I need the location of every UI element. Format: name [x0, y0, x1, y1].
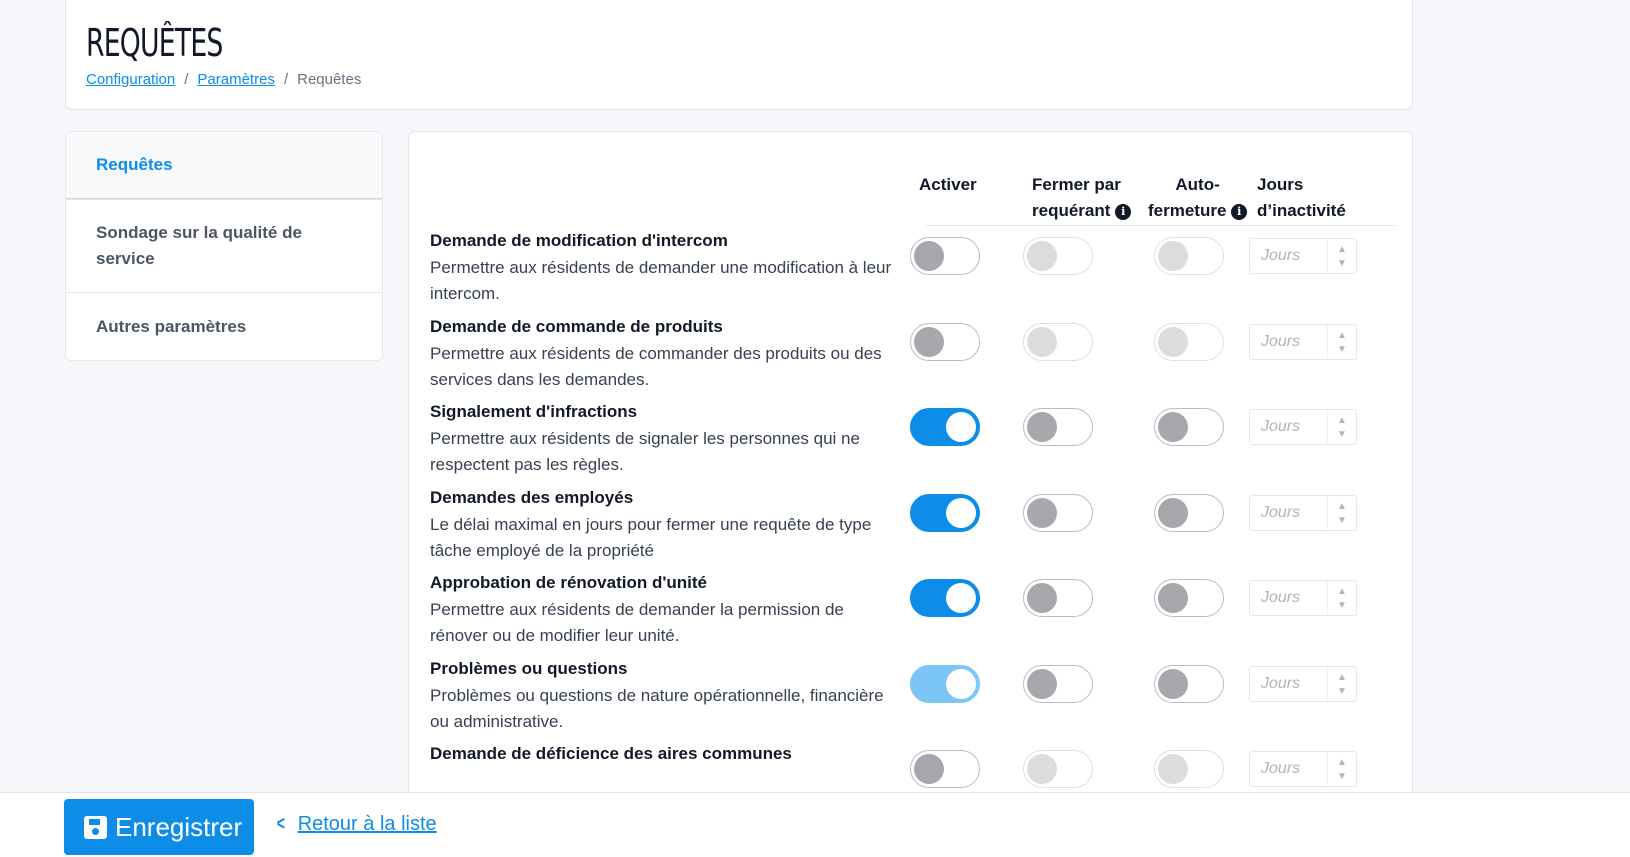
sidebar-item-autres-parametres[interactable]: Autres paramètres: [66, 292, 382, 360]
auto-close-toggle: [1154, 750, 1224, 788]
activate-toggle[interactable]: [910, 665, 980, 703]
toggle-knob: [946, 669, 976, 699]
inactivity-days-placeholder: Jours: [1261, 674, 1301, 692]
save-icon: [84, 816, 107, 839]
inactivity-days-input[interactable]: [1249, 324, 1357, 360]
inactivity-days-placeholder: Jours: [1261, 589, 1301, 606]
toggle-knob: [1027, 583, 1057, 613]
breadcrumb-separator: /: [283, 71, 289, 88]
spinner-arrows-icon[interactable]: ▲ ▼: [1337, 244, 1347, 269]
request-type-title: Approbation de rénovation d'unité: [430, 573, 707, 592]
chevron-left-icon: <: [276, 813, 285, 835]
activate-toggle[interactable]: [910, 750, 980, 788]
close-by-requester-toggle[interactable]: [1023, 494, 1093, 532]
toggle-knob: [1158, 669, 1188, 699]
toggle-knob: [1158, 498, 1188, 528]
request-type-row: [409, 657, 1413, 746]
request-type-description: Permettre aux résidents de signaler les personnes qui ne respectent pas les règles.: [430, 429, 860, 474]
toggle-knob: [1027, 498, 1057, 528]
toggle-knob: [1027, 241, 1057, 271]
page-title: REQUÊTES: [86, 21, 223, 65]
toggle-knob: [1158, 241, 1188, 271]
request-type-title: Demandes des employés: [430, 487, 634, 507]
request-type-title: Problèmes ou questions: [430, 658, 628, 678]
back-to-list-link[interactable]: [275, 813, 437, 836]
input-divider: [1327, 752, 1328, 786]
column-header-activate: Activer: [919, 175, 977, 194]
column-header-inactivity-line2: d’inactivité: [1257, 201, 1346, 220]
requests-settings-card: [408, 131, 1413, 811]
request-type-description: Permettre aux résidents de demander une modification à leur intercom.: [430, 258, 892, 303]
input-divider: [1327, 667, 1328, 701]
close-by-requester-toggle[interactable]: [1023, 665, 1093, 703]
inactivity-days-input[interactable]: [1249, 409, 1357, 445]
toggle-knob: [1027, 754, 1057, 784]
toggle-knob: [1158, 583, 1188, 613]
breadcrumb: [86, 71, 361, 88]
toggle-knob: [1027, 327, 1057, 357]
column-header-close-by-requester: [1032, 172, 1131, 224]
request-type-row: [409, 571, 1413, 660]
toggle-knob: [946, 498, 976, 528]
input-divider: [1327, 581, 1328, 615]
header-divider: [926, 225, 1396, 226]
auto-close-toggle: [1154, 237, 1224, 275]
toggle-knob: [1158, 754, 1188, 784]
auto-close-toggle: [1154, 323, 1224, 361]
input-divider: [1327, 496, 1328, 530]
breadcrumb-configuration[interactable]: Configuration: [86, 71, 176, 88]
request-type-row: [409, 400, 1413, 489]
inactivity-days-input[interactable]: [1249, 751, 1357, 787]
activate-toggle[interactable]: [910, 579, 980, 617]
input-divider: [1327, 410, 1328, 444]
inactivity-days-placeholder: Jours: [1261, 418, 1301, 435]
info-icon[interactable]: i: [1231, 204, 1247, 220]
request-type-title: Demande de commande de produits: [430, 316, 723, 336]
back-to-list-label: Retour à la liste: [297, 813, 437, 835]
request-type-title: Signalement d'infractions: [430, 402, 638, 421]
spinner-arrows-icon[interactable]: ▲ ▼: [1337, 757, 1347, 782]
spinner-arrows-icon[interactable]: ▲ ▼: [1337, 329, 1347, 355]
close-by-requester-toggle[interactable]: [1023, 579, 1093, 617]
inactivity-days-input[interactable]: [1249, 238, 1357, 274]
close-by-requester-toggle[interactable]: [1023, 408, 1093, 446]
toggle-knob: [914, 327, 944, 357]
toggle-knob: [946, 583, 976, 613]
spinner-arrows-icon[interactable]: ▲ ▼: [1337, 415, 1347, 440]
toggle-knob: [1158, 412, 1188, 442]
breadcrumb-current: Requêtes: [297, 71, 362, 88]
toggle-knob: [914, 754, 944, 784]
request-type-row: [409, 315, 1413, 404]
request-type-row: [409, 229, 1413, 318]
activate-toggle[interactable]: [910, 237, 980, 275]
column-header-auto-close-line2: fermeture: [1148, 201, 1227, 220]
settings-sidebar: [65, 131, 383, 361]
inactivity-days-placeholder: Jours: [1261, 247, 1301, 264]
column-header-auto-close: [1148, 172, 1247, 224]
close-by-requester-toggle: [1023, 237, 1093, 275]
close-by-requester-toggle: [1023, 750, 1093, 788]
request-type-title: Demande de déficience des aires communes: [430, 744, 792, 763]
toggle-knob: [1027, 412, 1057, 442]
activate-toggle[interactable]: [910, 494, 980, 532]
auto-close-toggle[interactable]: [1154, 579, 1224, 617]
column-header-auto-close-line1: Auto-: [1175, 175, 1220, 194]
request-type-description: Le délai maximal en jours pour fermer une requête de type tâche employé de la propriété: [430, 514, 872, 560]
inactivity-days-placeholder: Jours: [1261, 503, 1301, 521]
column-header-inactivity-line1: Jours: [1257, 175, 1304, 194]
sidebar-item-sondage[interactable]: Sondage sur la qualité de service: [66, 199, 382, 292]
request-type-title: Demande de modification d'intercom: [430, 231, 728, 250]
toggle-knob: [1158, 327, 1188, 357]
request-type-row: [409, 486, 1413, 575]
sidebar-item-requetes[interactable]: Requêtes: [66, 132, 382, 199]
request-type-description: Permettre aux résidents de commander des produits ou des services dans les demandes.: [430, 343, 882, 389]
activate-toggle[interactable]: [910, 323, 980, 361]
spinner-arrows-icon[interactable]: ▲ ▼: [1337, 586, 1347, 611]
request-type-description: Permettre aux résidents de demander la permission de rénover ou de modifier leur unité.: [430, 600, 844, 645]
column-header-close-by-requester-line2: requérant: [1032, 201, 1111, 220]
save-button-label: Enregistrer: [115, 811, 243, 842]
auto-close-toggle[interactable]: [1154, 665, 1224, 703]
input-divider: [1327, 239, 1328, 273]
save-button[interactable]: [64, 799, 254, 855]
inactivity-days-placeholder: Jours: [1261, 760, 1301, 777]
request-type-description: Problèmes ou questions de nature opérationnelle, financière ou administrative.: [430, 685, 884, 731]
inactivity-days-input[interactable]: [1249, 495, 1357, 531]
toggle-knob: [946, 412, 976, 442]
auto-close-toggle[interactable]: [1154, 494, 1224, 532]
input-divider: [1327, 325, 1328, 359]
breadcrumb-separator: /: [184, 71, 189, 88]
inactivity-days-placeholder: Jours: [1261, 332, 1301, 350]
info-icon[interactable]: i: [1115, 204, 1131, 220]
auto-close-toggle[interactable]: [1154, 408, 1224, 446]
spinner-arrows-icon[interactable]: ▲ ▼: [1337, 500, 1347, 526]
inactivity-days-input[interactable]: [1249, 666, 1357, 702]
column-header-inactivity-days: [1257, 172, 1346, 224]
breadcrumb-parametres[interactable]: Paramètres: [197, 71, 275, 88]
toggle-knob: [914, 241, 944, 271]
column-header-close-by-requester-line1: Fermer par: [1032, 175, 1121, 194]
close-by-requester-toggle: [1023, 323, 1093, 361]
activate-toggle[interactable]: [910, 408, 980, 446]
header-card: [65, 0, 1413, 110]
inactivity-days-input[interactable]: [1249, 580, 1357, 616]
action-footer: [0, 792, 1630, 857]
spinner-arrows-icon[interactable]: ▲ ▼: [1337, 671, 1347, 697]
toggle-knob: [1027, 669, 1057, 699]
